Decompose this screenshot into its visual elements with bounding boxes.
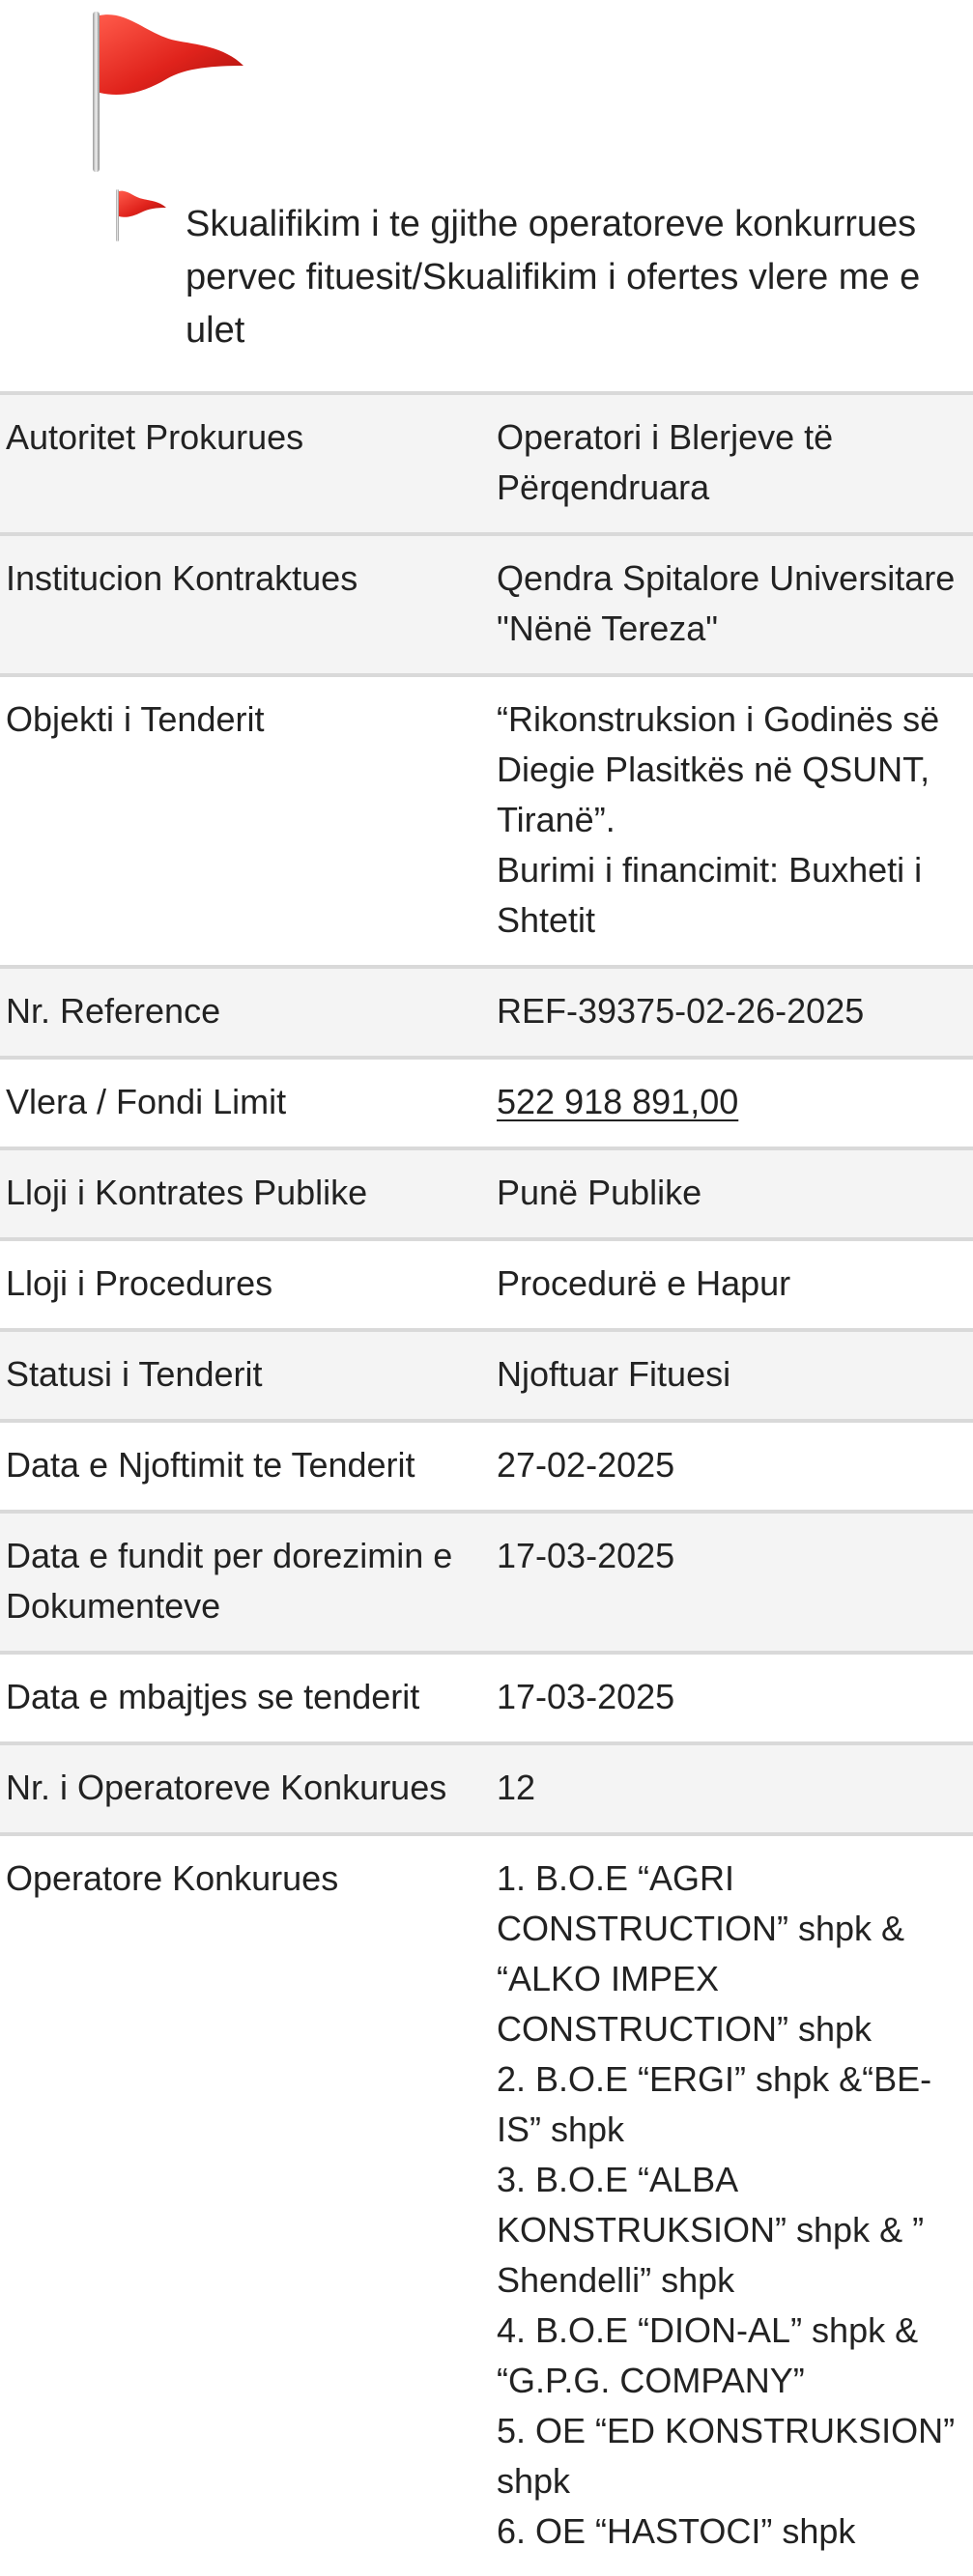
row-label: Institucion Kontraktues bbox=[6, 558, 358, 598]
status-header bbox=[0, 0, 973, 391]
table-row bbox=[0, 534, 973, 675]
operator-item: 5. OE “ED KONSTRUKSION” shpk bbox=[497, 2411, 956, 2501]
operator-item: 2. B.O.E “ERGI” shpk &“BE-IS” shpk bbox=[497, 2059, 932, 2149]
operator-item: 4. B.O.E “DION-AL” shpk & “G.P.G. COMPANY” bbox=[497, 2310, 919, 2400]
row-label: Data e Njoftimit te Tenderit bbox=[6, 1445, 415, 1485]
table-row bbox=[0, 1148, 973, 1239]
row-label: Nr. i Operatoreve Konkurues bbox=[6, 1768, 447, 1807]
row-value: Njoftuar Fituesi bbox=[497, 1354, 731, 1394]
row-value: 17-03-2025 bbox=[497, 1536, 675, 1575]
operator-item: 3. B.O.E “ALBA KONSTRUKSION” shpk & ” Shendelli” shpk bbox=[497, 2160, 925, 2300]
row-label: Nr. Reference bbox=[6, 991, 221, 1031]
red-flag-icon bbox=[89, 10, 253, 174]
row-label: Operatore Konkurues bbox=[6, 1858, 339, 1898]
row-value: Qendra Spitalore Universitare "Nënë Tereza" bbox=[497, 558, 956, 648]
tender-details-table bbox=[0, 391, 973, 2576]
row-value: Operatori i Blerjeve të Përqendruara bbox=[497, 417, 834, 507]
table-row bbox=[0, 1239, 973, 1330]
row-label: Lloji i Procedures bbox=[6, 1263, 273, 1303]
row-value: 12 bbox=[497, 1768, 536, 1807]
row-label: Lloji i Kontrates Publike bbox=[6, 1173, 368, 1212]
table-row bbox=[0, 1421, 973, 1512]
row-label: Data e fundit per dorezimin e Dokumenteve bbox=[6, 1536, 453, 1626]
table-row bbox=[0, 1834, 973, 2576]
row-value: 17-03-2025 bbox=[497, 1677, 675, 1716]
row-value: “Rikonstruksion i Godinës së Diegie Plasitkës në QSUNT, Tiranë”. Burimi i financimit: Buxheti i Shtetit bbox=[497, 699, 940, 940]
table-row bbox=[0, 967, 973, 1058]
operator-item: 6. OE “HASTOCI” shpk bbox=[497, 2511, 856, 2551]
table-row bbox=[0, 1743, 973, 1834]
row-value: REF-39375-02-26-2025 bbox=[497, 991, 865, 1031]
table-row bbox=[0, 675, 973, 967]
fund-limit-link[interactable]: 522 918 891,00 bbox=[497, 1082, 739, 1121]
table-row bbox=[0, 393, 973, 534]
table-row bbox=[0, 1512, 973, 1653]
red-flag-icon bbox=[114, 188, 168, 242]
table-row bbox=[0, 1653, 973, 1743]
table-row bbox=[0, 1058, 973, 1148]
row-label: Objekti i Tenderit bbox=[6, 699, 265, 739]
table-row bbox=[0, 1330, 973, 1421]
row-value bbox=[489, 1058, 973, 1148]
row-label: Data e mbajtjes se tenderit bbox=[6, 1677, 420, 1716]
row-value: Procedurë e Hapur bbox=[497, 1263, 791, 1303]
row-label: Vlera / Fondi Limit bbox=[6, 1082, 287, 1121]
status-headline: Skualifikim i te gjithe operatoreve konkurrues pervec fituesit/Skualifikim i ofertes vlere me e ulet bbox=[186, 204, 921, 351]
row-label: Autoritet Prokurues bbox=[6, 417, 304, 457]
row-value: Punë Publike bbox=[497, 1173, 702, 1212]
operator-item: 1. B.O.E “AGRI CONSTRUCTION” shpk & “ALKO IMPEX CONSTRUCTION” shpk bbox=[497, 1858, 905, 2049]
row-value: 27-02-2025 bbox=[497, 1445, 675, 1485]
operators-list bbox=[489, 1834, 973, 2576]
row-label: Statusi i Tenderit bbox=[6, 1354, 263, 1394]
